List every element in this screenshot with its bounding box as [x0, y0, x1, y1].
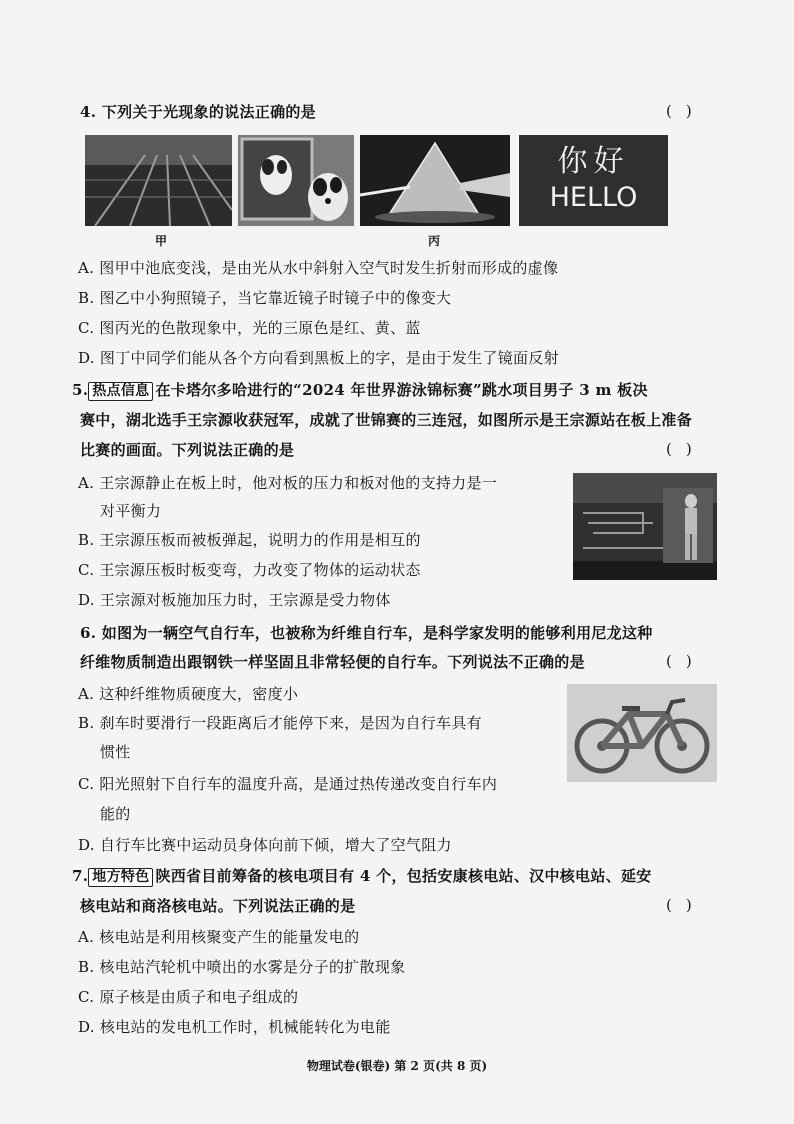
- q7-tag-badge: 地方特色: [88, 868, 153, 887]
- q5-stem-line1: [72, 380, 648, 401]
- q4-caption-jia: 甲: [155, 234, 168, 248]
- page-footer: 物理试卷(银卷) 第 2 页(共 8 页): [306, 1059, 488, 1073]
- q4-option-c: C. 图丙光的色散现象中，光的三原色是红、黄、蓝: [78, 319, 421, 337]
- q6-stem-line2: 纤维物质制造出跟钢铁一样坚固且非常轻便的自行车。下列说法不正确的是: [80, 653, 585, 671]
- q6-stem-line1: 6. 如图为一辆空气自行车，也被称为纤维自行车，是科学家发明的能够利用尼龙这种: [80, 624, 653, 642]
- q4-option-b: B. 图乙中小狗照镜子，当它靠近镜子时镜子中的像变大: [78, 289, 452, 307]
- q6-answer-paren: (): [666, 652, 706, 670]
- q6-option-b: B. 刹车时要滑行一段距离后才能停下来，是因为自行车具有: [78, 714, 482, 732]
- q6-option-a: A. 这种纤维物质硬度大，密度小: [78, 685, 299, 703]
- q5-option-b: B. 王宗源压板而被板弹起，说明力的作用是相互的: [78, 531, 421, 549]
- q7-option-c: C. 原子核是由质子和电子组成的: [78, 988, 299, 1006]
- q7-option-a: A. 核电站是利用核聚变产生的能量发电的: [78, 928, 360, 946]
- q7-stem-line2: 核电站和商洛核电站。下列说法正确的是: [80, 897, 356, 915]
- q5-answer-paren: (): [666, 440, 706, 458]
- q7-option-b: B. 核电站汽轮机中喷出的水雾是分子的扩散现象: [78, 958, 406, 976]
- q4-answer-paren: (): [666, 102, 706, 120]
- q4-image-bing-prism: [360, 135, 510, 226]
- q4-caption-bing: 丙: [428, 234, 441, 248]
- q5-stem-line3: 比赛的画面。下列说法正确的是: [80, 441, 295, 459]
- q5-image-diver: [573, 473, 717, 580]
- q5-option-a-cont: 对平衡力: [100, 502, 162, 520]
- q4-image-jia-pool: [85, 135, 232, 226]
- q7-stem-line1: [72, 866, 652, 887]
- q4-image-ding-blackboard: [519, 135, 668, 226]
- q7-option-d: D. 核电站的发电机工作时，机械能转化为电能: [78, 1018, 391, 1036]
- q5-number: 5.: [72, 381, 89, 399]
- q5-stem-text: 在卡塔尔多哈进行的“2024 年世界游泳锦标赛”跳水项目男子 3 m 板决: [155, 381, 648, 399]
- q6-option-c-cont: 能的: [100, 805, 131, 823]
- q6-option-c: C. 阳光照射下自行车的温度升高，是通过热传递改变自行车内: [78, 775, 498, 793]
- q4-option-a: A. 图甲中池底变浅，是由光从水中斜射入空气时发生折射而形成的虚像: [78, 259, 559, 277]
- q5-option-c: C. 王宗源压板时板变弯，力改变了物体的运动状态: [78, 561, 421, 579]
- q4-image-yi-dog-mirror: [238, 135, 354, 226]
- q6-option-d: D. 自行车比赛中运动员身体向前下倾，增大了空气阻力: [78, 836, 452, 854]
- q5-option-a: A. 王宗源静止在板上时，他对板的压力和板对他的支持力是一: [78, 474, 498, 492]
- q7-number: 7.: [72, 867, 89, 885]
- q5-option-d: D. 王宗源对板施加压力时，王宗源是受力物体: [78, 591, 391, 609]
- q6-option-b-cont: 惯性: [100, 743, 131, 761]
- blackboard-text-english: HELLO: [549, 182, 638, 213]
- q4-stem: 4. 下列关于光现象的说法正确的是: [80, 103, 316, 121]
- q6-image-bicycle: [567, 684, 717, 782]
- blackboard-text-chinese: 你好: [557, 144, 630, 179]
- q5-tag-badge: 热点信息: [88, 382, 153, 401]
- q7-answer-paren: (): [666, 896, 706, 914]
- q4-option-d: D. 图丁中同学们能从各个方向看到黑板上的字，是由于发生了镜面反射: [78, 349, 559, 367]
- q7-stem-text: 陕西省目前筹备的核电项目有 4 个，包括安康核电站、汉中核电站、延安: [155, 867, 652, 885]
- q5-stem-line2: 赛中，湖北选手王宗源收获冠军，成就了世锦赛的三连冠，如图所示是王宗源站在板上准备: [80, 411, 693, 429]
